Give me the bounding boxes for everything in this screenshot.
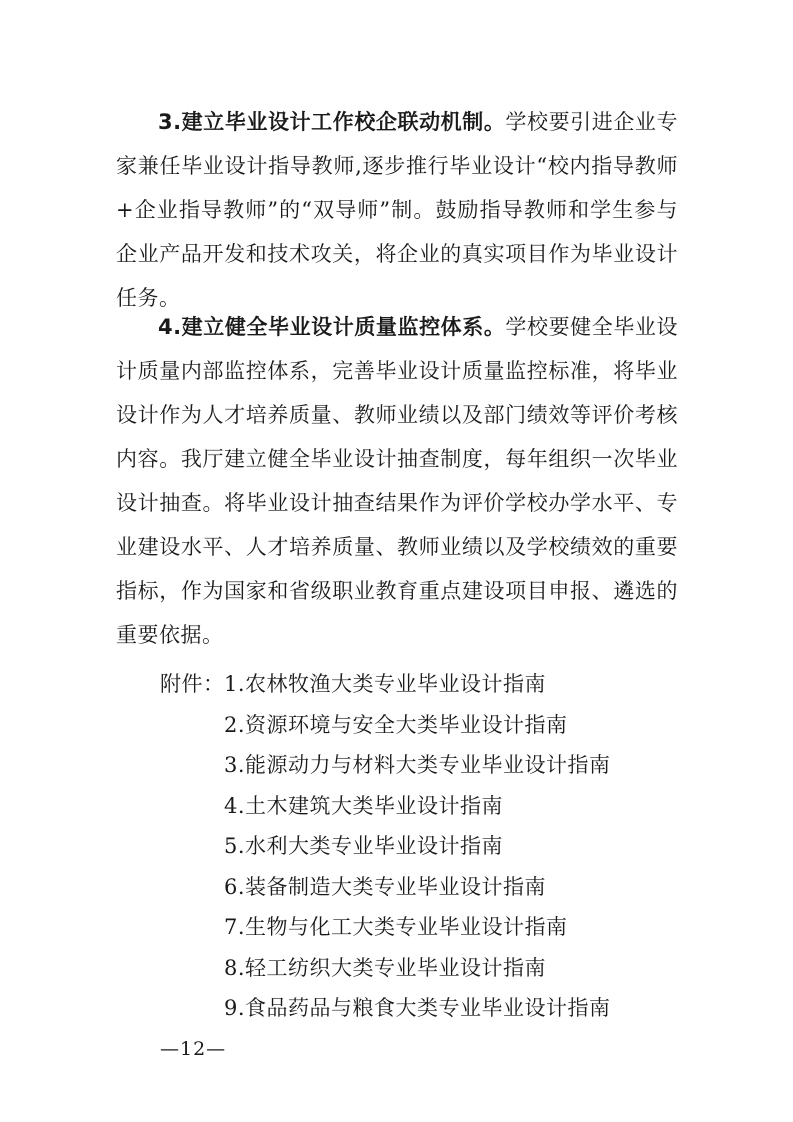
attachments-label: 附件： — [160, 672, 225, 696]
attachment-item: 6.装备制造大类专业毕业设计指南 — [224, 874, 547, 899]
paragraph-body: 学校要引进企业专家兼任毕业设计指导教师,逐步推行毕业设计“校内指导教师+企业指导教师”的“双导师”制。鼓励指导教师和学生参与企业产品开发和技术攻关，将企业的真实项目作为毕业设计任务。 — [116, 110, 679, 310]
attachment-item: 5.水利大类专业毕业设计指南 — [224, 834, 504, 858]
attachments-list — [224, 664, 611, 1029]
attachment-item: 4.土木建筑大类毕业设计指南 — [224, 793, 504, 818]
attachment-item: 3.能源动力与材料大类专业毕业设计指南 — [224, 753, 611, 777]
paragraph-item-3 — [116, 100, 678, 320]
attachment-item: 2.资源环境与安全大类毕业设计指南 — [224, 712, 568, 737]
paragraph-heading: 4.建立健全毕业设计质量监控体系。 — [158, 315, 506, 339]
attachment-item: 1.农林牧渔大类专业毕业设计指南 — [224, 672, 547, 696]
attachment-item: 7.生物与化工大类专业毕业设计指南 — [224, 915, 568, 939]
page-number: —12— — [160, 1038, 227, 1060]
paragraph-heading: 3.建立毕业设计工作校企联动机制。 — [158, 110, 506, 134]
attachment-item: 9.食品药品与粮食大类专业毕业设计指南 — [224, 996, 611, 1020]
paragraph-item-4 — [116, 305, 678, 657]
attachment-item: 8.轻工纺织大类专业毕业设计指南 — [224, 955, 547, 980]
paragraph-body: 学校要健全毕业设计质量内部监控体系，完善毕业设计质量监控标准，将毕业设计作为人才培养质量、教师业绩以及部门绩效等评价考核内容。我厅建立健全毕业设计抽查制度，每年组织一次毕业设计抽查。将毕业设计抽查结果作为评价学校办学水平、专业建设水平、人才培养质量、教师业绩以及学校绩效的重要指标，作为国家和省级职业教育重点建设项目申报、遴选的重要依据。 — [116, 315, 679, 647]
